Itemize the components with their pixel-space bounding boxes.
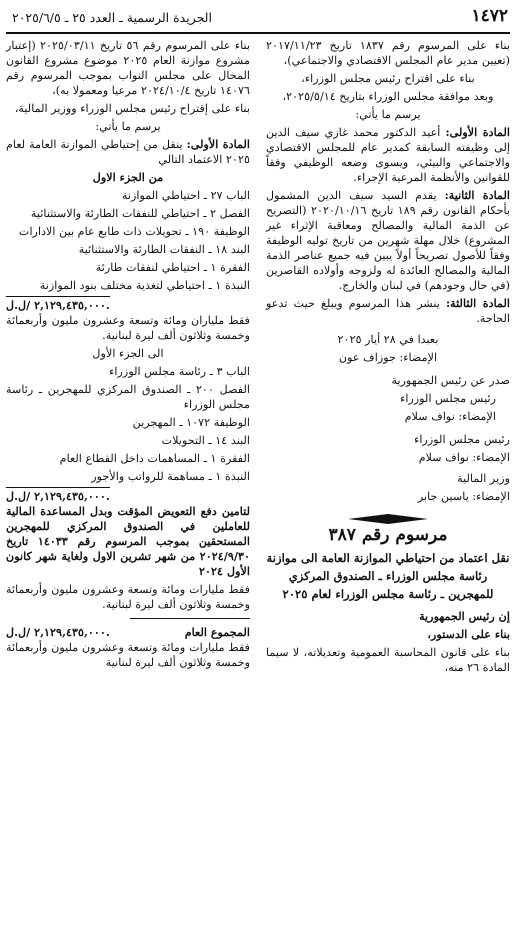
section-heading: الى الجزء الأول	[92, 347, 164, 360]
paragraph: يرسم ما يأتي:	[355, 108, 421, 121]
paragraph: بناء على المرسوم رقم ٥٦ تاريخ ٢٠٢٥/٠٣/١١ (إعتبار مشروع موازنة العام ٢٠٢٥ موضوع مشروع القانون المحال على مجلس النواب بموجب المرسوم رقم ١٤٠٧٦ تاريخ ٢٠٢٤/١٠/٤ مرعيا ومعمولا به)،	[6, 39, 250, 97]
article-label: المادة الثالثة:	[446, 296, 510, 310]
budget-line: الوظيفة ١٠٧٢ ـ المهجرين	[132, 416, 250, 429]
article-label: المادة الأولى:	[445, 125, 510, 139]
signature: الإمضاء: نواف سلام	[418, 451, 510, 464]
article-text: ينشر هذا المرسوم ويبلغ حيث تدعو الحاجة.	[266, 297, 510, 325]
title: رئيس مجلس الوزراء	[414, 433, 510, 446]
budget-line: الفقرة ١ ـ المساهمات داخل القطاع العام	[59, 452, 250, 465]
decree-title: مرسوم رقم ٣٨٧	[328, 525, 448, 545]
paragraph: وبعد موافقة مجلس الوزراء بتاريخ ٢٠٢٥/٥/١٤،	[282, 90, 494, 103]
budget-line: الباب ٣ ـ رئاسة مجلس الوزراء	[109, 365, 250, 378]
signature: الإمضاء: جوزاف عون	[338, 351, 438, 364]
amount-in-words: فقط ملياران ومائة وتسعة وعشرون مليون وأربعمائة وخمسة وثلاثون ألف ليرة لبنانية.	[6, 314, 250, 342]
total-label: المجموع العام	[184, 625, 250, 639]
article-3	[266, 296, 510, 326]
paragraph: يرسم ما يأتي:	[95, 120, 161, 133]
budget-line: الفصل ٢ ـ احتياطي للنفقات الطارئة والاستثنائية	[30, 207, 250, 220]
divider	[130, 618, 250, 619]
article-1	[6, 137, 250, 167]
decree-subtitle: نقل اعتماد من احتياطي الموازنة العامة الى موازنة رئاسة مجلس الوزراء ـ الصندوق المركزي للمهجرين ـ رئاسة مجلس الوزراء لعام ٢٠٢٥	[266, 551, 510, 601]
ornament-divider	[266, 514, 510, 524]
divider-ornament	[348, 514, 428, 524]
paragraph: بناء على إقتراح رئيس مجلس الوزراء ووزير المالية،	[14, 102, 250, 115]
signature: الإمضاء: ياسين جابر	[417, 490, 510, 503]
total-row	[6, 625, 250, 640]
left-column	[6, 38, 250, 673]
budget-line: النبذة ١ ـ احتياطي لتغذية مختلف بنود الموازنة	[39, 279, 250, 292]
budget-line: البند ١٨ ـ النفقات الطارئة والاستثنائية	[78, 243, 250, 256]
right-column	[266, 38, 510, 678]
page-number: ١٤٧٢	[471, 6, 508, 26]
amount-in-words: فقط مليارات ومائة وتسعة وعشرون مليون وأربعمائة وخمسة وثلاثون ألف ليرة لبنانية	[6, 641, 250, 669]
paragraph: بناء على اقتراح رئيس مجلس الوزراء،	[301, 72, 475, 85]
budget-line: البند ١٤ ـ التحويلات	[161, 434, 250, 447]
budget-line: الفصل ٢٠٠ ـ الصندوق المركزي للمهجرين ـ رئاسة مجلس الوزراء	[6, 383, 250, 411]
paragraph: إن رئيس الجمهورية	[419, 609, 510, 623]
paragraph: بناء على قانون المحاسبة العمومية وتعديلاته، لا سيما المادة ٢٦ منه،	[266, 646, 510, 674]
article-text: ينقل من إحتياطي الموازنة العامة لعام ٢٠٢٥ الاعتماد التالي	[6, 138, 250, 166]
section-heading: من الجزء الاول	[92, 170, 164, 184]
amount: ٢,١٢٩,٤٣٥,٠٠٠ /ل.ل.	[6, 298, 110, 312]
signing-date: بعبدا في ٢٨ أيار ٢٠٢٥	[337, 333, 439, 346]
article-1	[266, 125, 510, 185]
issued-by: صدر عن رئيس الجمهورية	[391, 374, 510, 387]
purpose-text: لتامين دفع التعويض المؤقت وبدل المساعدة المالية للعاملين في الصندوق المركزي للمهجرين المستحقين بموجب المرسوم رقم ١٤٠٣٣ تاريخ ٢٠٢٤/٩/٣٠ من شهر تشرين الاول ولغاية شهر كانون الأول ٢٠٢٤	[6, 504, 251, 578]
total-amount: ٢,١٢٩,٤٣٥,٠٠٠ /ل.ل.	[6, 625, 110, 639]
amount-in-words: فقط مليارات ومائة وتسعة وعشرون مليون وأربعمائة وخمسة وثلاثون ألف ليرة لبنانية.	[6, 583, 250, 611]
article-text: يقدم السيد سيف الدين المشمول بأحكام القانون رقم ١٨٩ تاريخ ٢٠٢٠/١٠/١٦ (التصريح عن الذمة المالية والمصالح ومعاقبة الإثراء غير المشروع) خلال مهلة شهرين من تاريخ توليه الوظيفة وفقاً للأصول تصريحاً أولاً يبين فيه جميع عناصر الذمة المالية والمصالح العائدة له ولزوجه وأولاده القاصرين (في حال وجودهم) في لبنان والخارج.	[266, 189, 511, 292]
title: وزير المالية	[457, 472, 510, 485]
budget-line: النبذة ١ ـ مساهمة للرواتب والأجور	[91, 470, 250, 483]
article-text: أعيد الدكتور محمد غازي سيف الدين إلى وظيفته السابقة كمدير عام للمجلس الاقتصادي والاجتماعي والبيئي، ويسوى وضعه الوظيفي وفقاً للقوانين والأنظمة المرعية الإجراء.	[266, 126, 510, 184]
article-2	[266, 188, 510, 293]
budget-line: الباب ٢٧ ـ احتياطي الموازنة	[121, 189, 250, 202]
paragraph: بناء على الدستور،	[427, 627, 510, 641]
title: رئيس مجلس الوزراء	[400, 392, 496, 405]
article-label: المادة الثانية:	[444, 188, 511, 202]
article-label: المادة الأولى:	[186, 137, 250, 151]
gazette-title: الجريدة الرسمية ـ العدد ٢٥ ـ ٢٠٢٥/٦/٥	[12, 10, 212, 25]
amount: ٢,١٢٩,٤٣٥,٠٠٠ /ل.ل.	[6, 489, 110, 503]
page-header	[6, 6, 510, 34]
signature: الإمضاء: نواف سلام	[404, 410, 496, 423]
budget-line: الفقرة ١ ـ احتياطي لنفقات طارئة	[95, 261, 250, 274]
paragraph: بناء على المرسوم رقم ١٨٣٧ تاريخ ٢٠١٧/١١/٢٣ (تعيين مدير عام المجلس الاقتصادي والاجتماعي)،	[266, 39, 510, 67]
budget-line: الوظيفة ١٩٠ ـ تحويلات ذات طابع عام بين الادارات	[18, 225, 250, 238]
